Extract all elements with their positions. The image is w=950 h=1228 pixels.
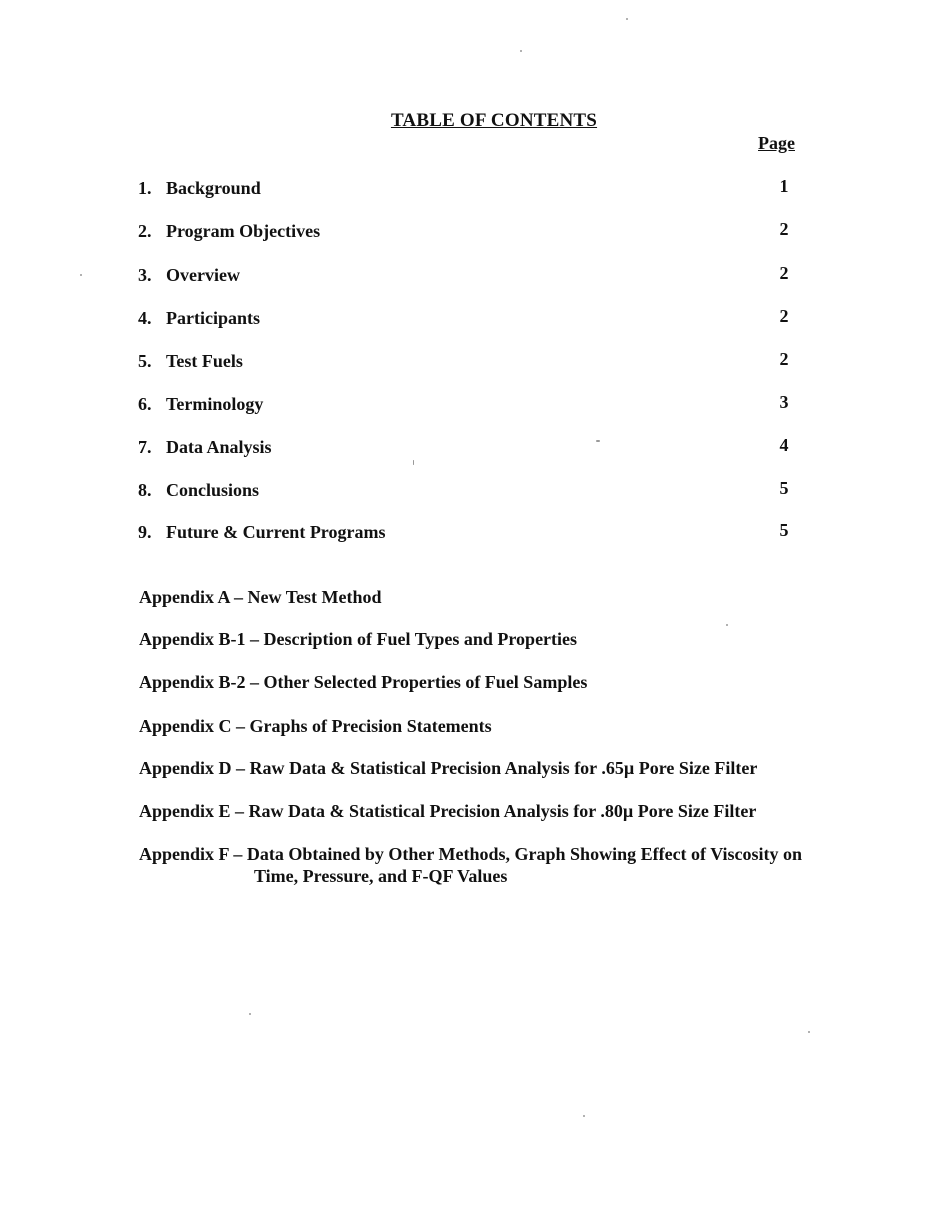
toc-entry-number: 1. [138,178,152,198]
toc-entry [138,308,798,332]
scan-speck [80,274,82,276]
toc-entry-page: 2 [779,263,789,283]
appendix-description: Raw Data & Statistical Precision Analysis for .65µ Pore Size Filter [249,758,758,778]
toc-list [0,0,950,560]
appendix-description: Data Obtained by Other Methods, Graph Showing Effect of Viscosity on [246,844,803,864]
appendix-entry [139,672,587,693]
toc-entry-page: 2 [779,219,789,239]
scan-speck [583,1115,585,1117]
appendix-entry [139,629,577,650]
toc-title: TABLE OF CONTENTS [390,110,598,131]
appendix-description: Raw Data & Statistical Precision Analysis for .80µ Pore Size Filter [248,801,757,821]
toc-entry-label: Participants [166,308,260,328]
toc-entry-page: 3 [779,392,789,412]
appendix-entry [139,758,757,779]
appendix-description-continuation: Time, Pressure, and F-QF Values [254,866,508,886]
scan-speck [249,1013,251,1015]
appendix-key: Appendix E [139,801,231,821]
scan-speck [520,50,522,52]
appendix-description: Graphs of Precision Statements [249,716,492,736]
appendix-entry [139,587,382,608]
toc-entry-page: 5 [779,520,789,540]
toc-entry-label: Background [166,178,261,198]
appendix-separator: – [231,758,250,778]
appendix-entry [139,716,492,737]
toc-entry-number: 8. [138,480,152,500]
toc-entry-label: Overview [166,265,240,285]
toc-entry [138,351,798,375]
scan-speck [626,18,628,20]
toc-entry-number: 3. [138,265,152,285]
scan-speck [413,460,414,465]
appendix-description: Other Selected Properties of Fuel Samples [263,672,588,692]
toc-entry [138,178,798,202]
toc-entry-number: 5. [138,351,152,371]
page-column-header: Page [758,133,795,153]
toc-entry [138,480,798,504]
toc-entry-number: 9. [138,522,152,542]
toc-entry-label: Conclusions [166,480,260,500]
toc-entry-number: 4. [138,308,152,328]
appendix-separator: – [229,587,248,607]
toc-entry-page: 5 [779,478,789,498]
appendix-separator: – [231,716,250,736]
toc-entry-page: 1 [779,176,789,196]
toc-entry-label: Future & Current Programs [166,522,386,542]
toc-entry-number: 2. [138,221,152,241]
toc-entry-label: Terminology [166,394,264,414]
toc-entry [138,437,798,461]
appendix-key: Appendix D [139,758,232,778]
toc-entry-label: Data Analysis [166,437,272,457]
toc-entry-label: Program Objectives [166,221,321,241]
toc-entry [138,265,798,289]
appendix-key: Appendix B-2 [139,672,246,692]
toc-entry [138,522,798,546]
toc-entry-page: 4 [779,435,789,455]
toc-entry-label: Test Fuels [166,351,243,371]
appendix-separator: – [245,672,264,692]
appendix-key: Appendix A [139,587,230,607]
toc-entry [138,221,798,245]
appendix-key: Appendix F [139,844,229,864]
appendix-description: Description of Fuel Types and Properties [263,629,578,649]
appendix-separator: – [245,629,264,649]
appendix-key: Appendix C [139,716,232,736]
toc-entry-page: 2 [779,306,789,326]
toc-entry-number: 7. [138,437,152,457]
appendix-key: Appendix B-1 [139,629,246,649]
scan-speck [808,1031,810,1033]
scan-speck [596,440,600,442]
toc-entry [138,394,798,418]
toc-entry-number: 6. [138,394,152,414]
scan-speck [726,624,728,626]
appendix-separator: – [230,801,249,821]
appendix-description: New Test Method [247,587,382,607]
appendix-separator: – [228,844,247,864]
toc-entry-page: 2 [779,349,789,369]
appendix-entry [139,844,802,865]
appendix-entry [139,801,756,822]
